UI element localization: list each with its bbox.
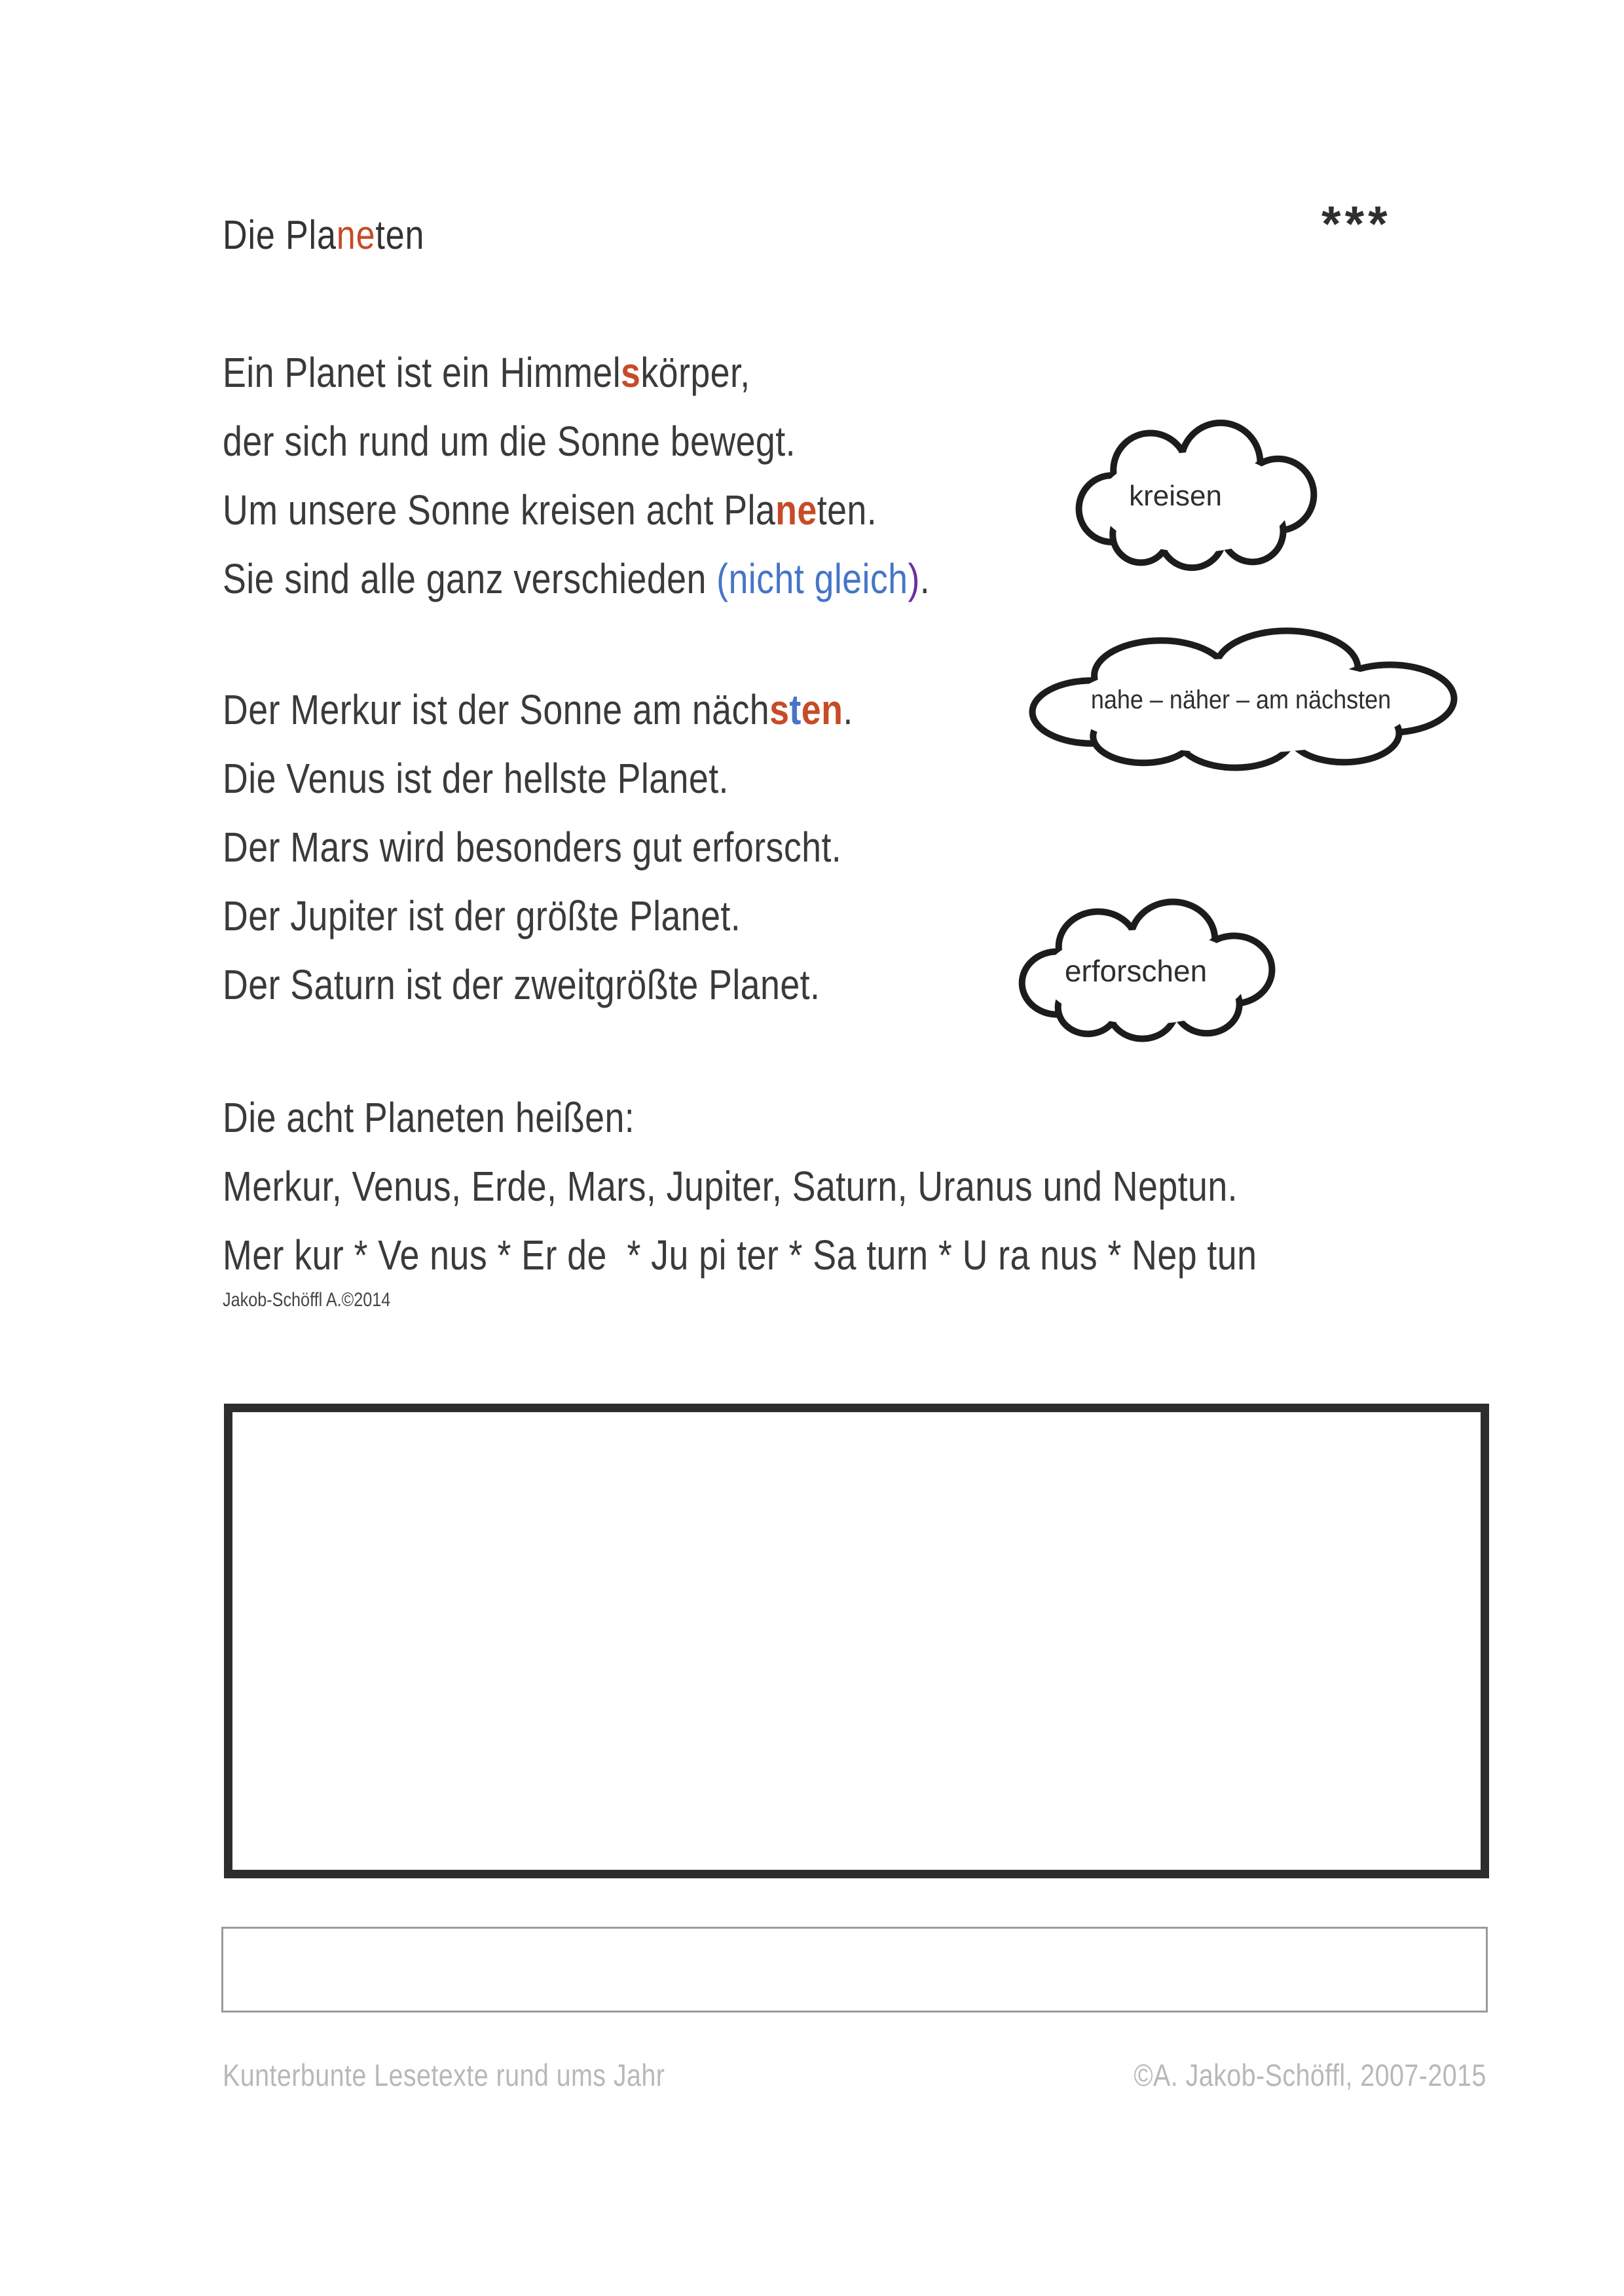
- text-segment: ten.: [817, 486, 877, 534]
- highlight-letter: ne: [775, 486, 817, 534]
- page-title: [223, 213, 424, 259]
- cloud-erforschen: [1010, 898, 1282, 1044]
- highlight-letter: s: [621, 349, 641, 396]
- text-line: [223, 813, 853, 882]
- intro-paragraph: [223, 338, 930, 613]
- text-line: [223, 676, 853, 744]
- cloud-label: erforschen: [1064, 954, 1208, 988]
- text-segment: Sie sind alle ganz verschieden: [223, 555, 717, 602]
- text-segment: Ein Planet ist ein Himmel: [223, 349, 621, 396]
- text-line: [223, 1152, 1257, 1221]
- cloud-comparison: [1012, 627, 1470, 773]
- text-segment: .: [919, 555, 931, 602]
- footer-series: Kunterbunte Lesetexte rund ums Jahr: [223, 2058, 665, 2092]
- drawing-box[interactable]: [224, 1404, 1489, 1878]
- text-segment: Um unsere Sonne kreisen acht Pla: [223, 486, 776, 534]
- text-line: [223, 476, 930, 545]
- footer-copyright: ©A. Jakob-Schöffl, 2007-2015: [1134, 2058, 1486, 2092]
- text-line: [223, 951, 853, 1019]
- text-segment: Der Mars wird besonders gut erforscht.: [223, 824, 842, 871]
- text-segment: Die acht Planeten heißen:: [223, 1094, 635, 1141]
- difficulty-stars: ***: [1321, 196, 1392, 252]
- text-segment: der sich rund um die Sonne bewegt.: [223, 418, 796, 465]
- highlight-letter: t: [789, 686, 802, 733]
- text-line: [223, 545, 930, 613]
- title-highlight-letters: ne: [336, 213, 376, 258]
- text-segment: Der Merkur ist der Sonne am näch: [223, 686, 770, 733]
- text-segment: Mer kur * Ve nus * Er de * Ju pi ter * Sa turn * U ra nus * Nep tun: [223, 1231, 1257, 1279]
- highlight-phrase: (nicht gleich: [716, 555, 908, 602]
- cloud-label: kreisen: [1129, 479, 1222, 512]
- author-credit: Jakob-Schöffl A.©2014: [223, 1289, 391, 1311]
- text-line: [223, 744, 853, 813]
- text-line: [223, 1084, 1257, 1152]
- facts-paragraph: [223, 676, 853, 1019]
- text-segment: Der Saturn ist der zweitgrößte Planet.: [223, 961, 821, 1008]
- text-line: [223, 1221, 1257, 1290]
- planet-names-paragraph: [223, 1084, 1257, 1290]
- highlight-letter: s: [769, 686, 790, 733]
- text-line: [223, 338, 930, 407]
- text-segment: Der Jupiter ist der größte Planet.: [223, 892, 741, 939]
- cloud-kreisen: [1067, 419, 1323, 573]
- text-segment: körper,: [640, 349, 750, 396]
- highlight-paren: ): [908, 555, 920, 602]
- cloud-label: nahe – näher – am nächsten: [1090, 685, 1392, 714]
- text-segment: Die Venus ist der hellste Planet.: [223, 755, 729, 802]
- highlight-letter: en: [801, 686, 843, 733]
- title-segment: ten: [375, 213, 425, 258]
- answer-line-box[interactable]: [221, 1927, 1488, 2013]
- title-segment: Die Pla: [223, 213, 337, 258]
- text-segment: Merkur, Venus, Erde, Mars, Jupiter, Saturn, Uranus und Neptun.: [223, 1163, 1238, 1210]
- text-line: [223, 407, 930, 476]
- text-segment: .: [843, 686, 853, 733]
- text-line: [223, 882, 853, 951]
